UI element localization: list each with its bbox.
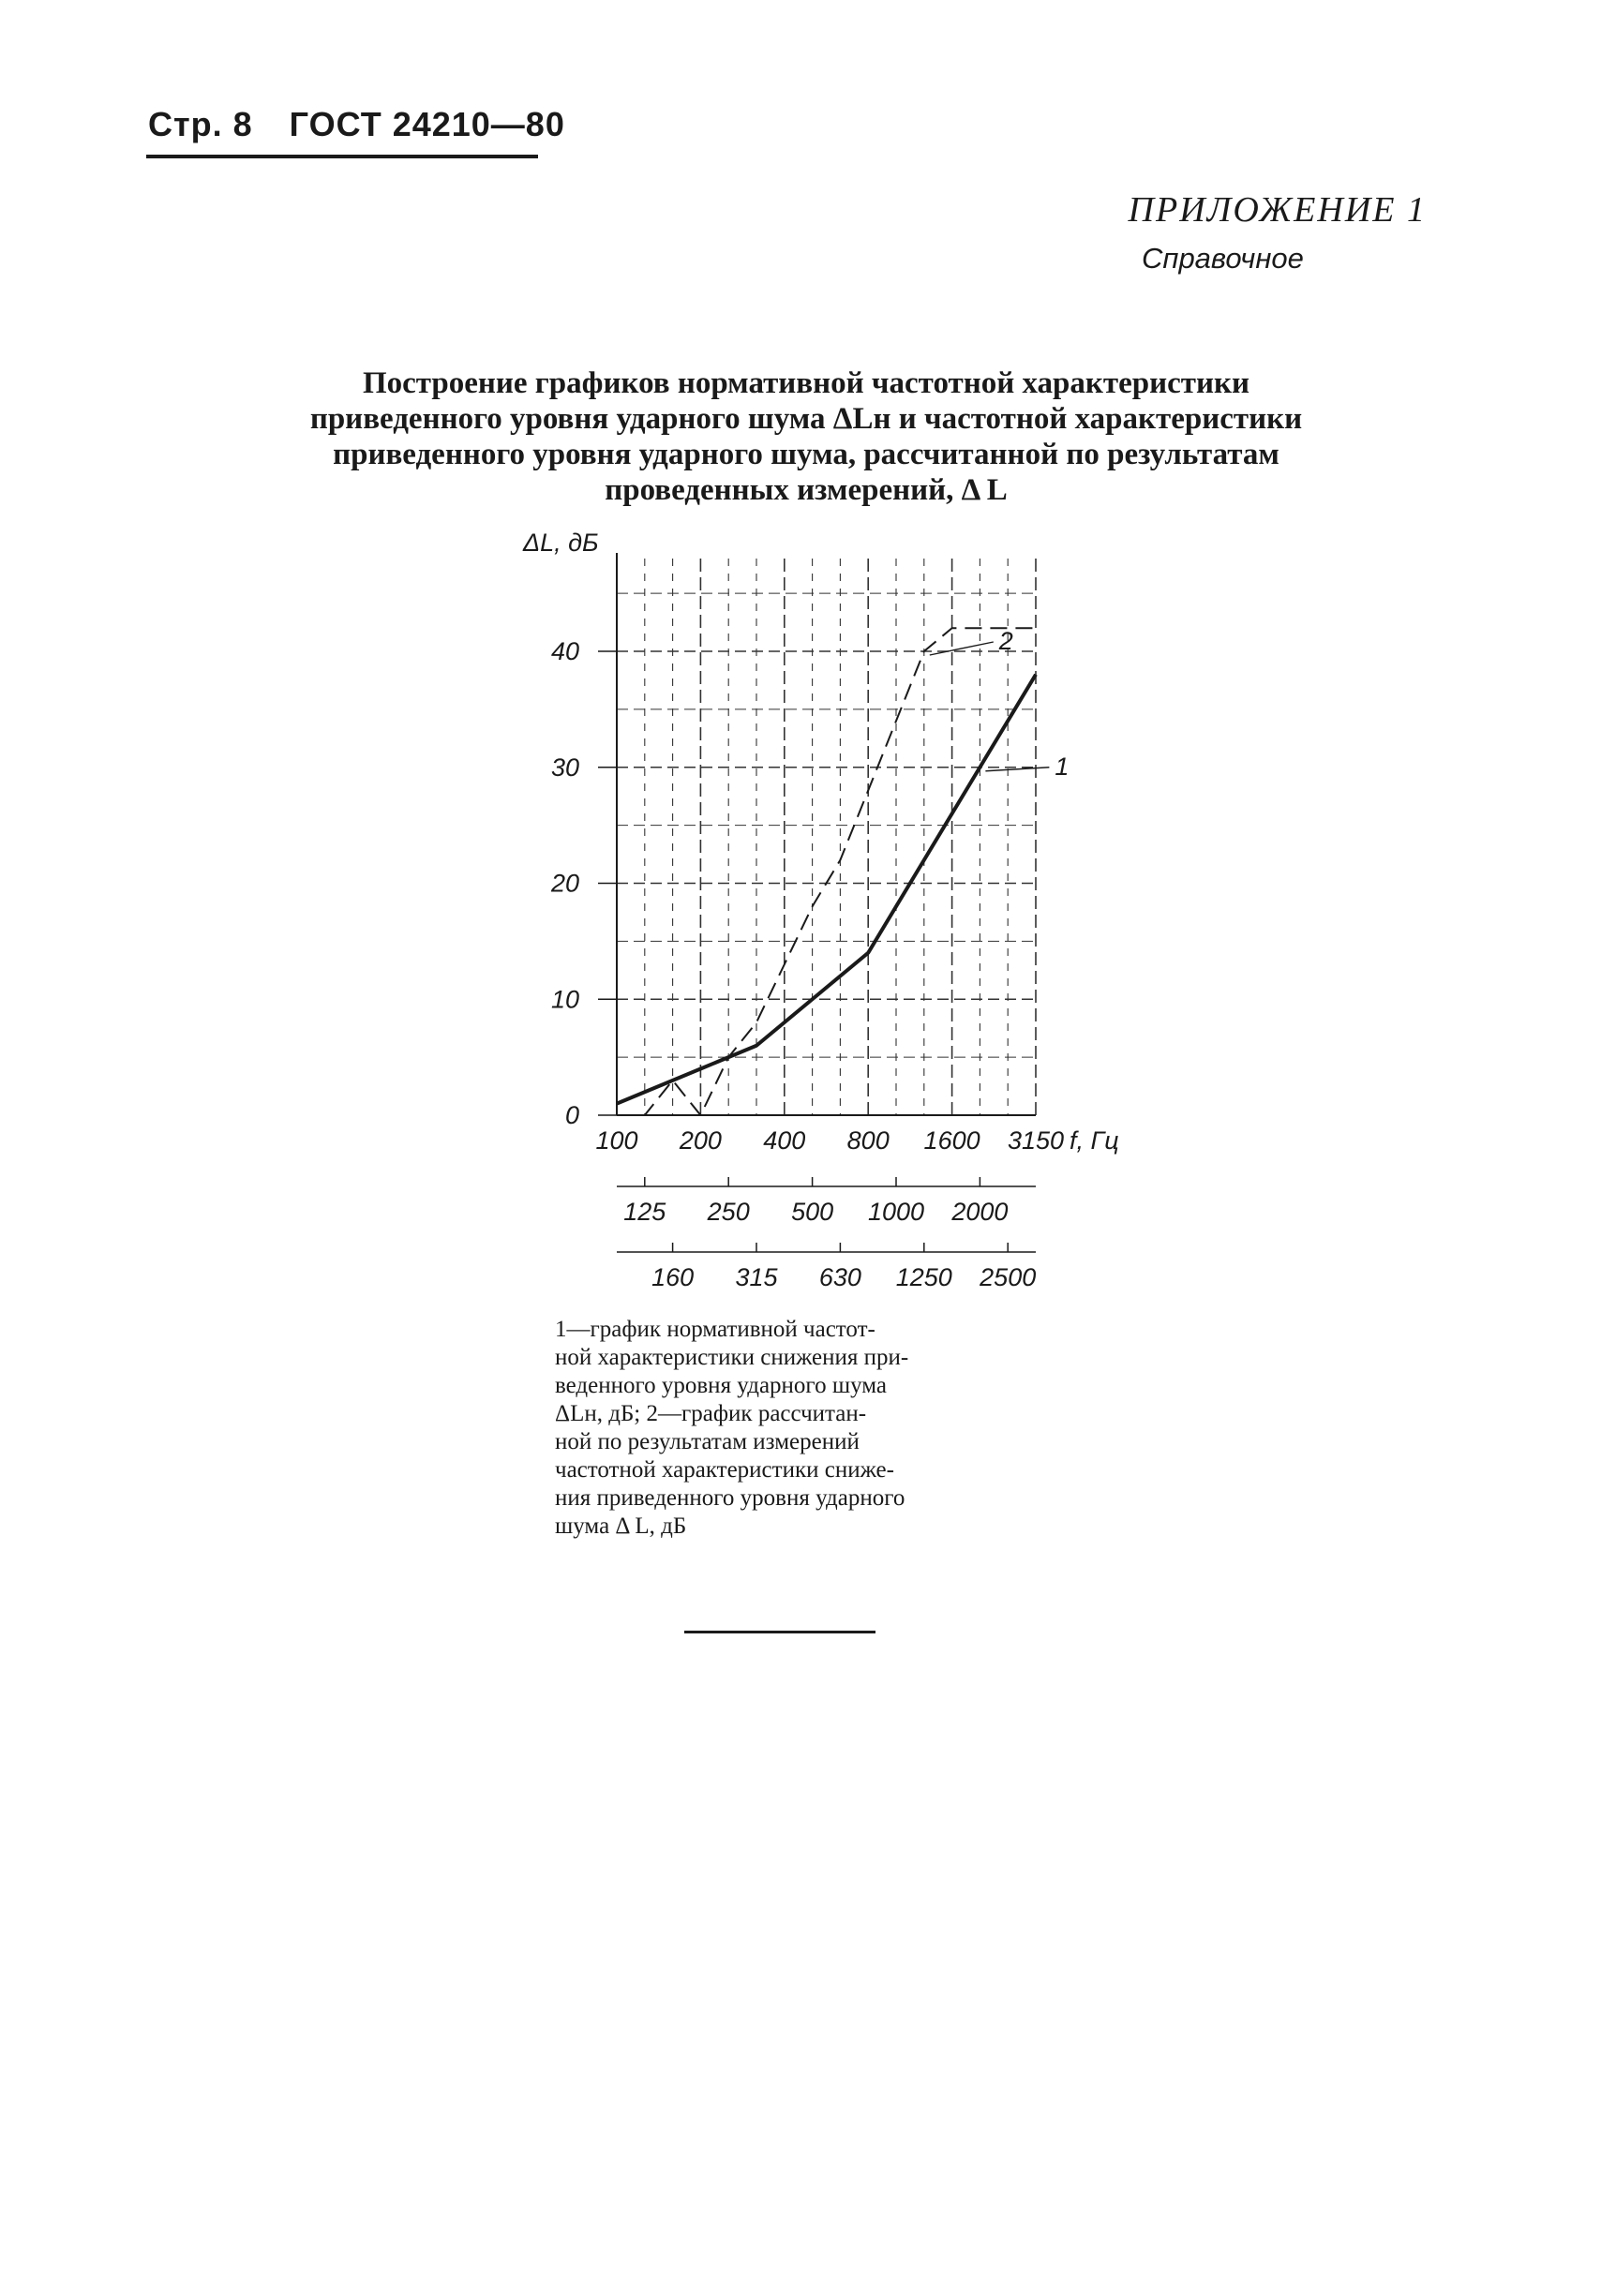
x-tick-label: 400 <box>763 1126 806 1155</box>
series-label: 2 <box>998 627 1013 655</box>
x-tick-label: 315 <box>735 1263 778 1291</box>
caption-line: шума Δ L, дБ <box>555 1513 687 1539</box>
x-tick-label: 250 <box>707 1198 750 1226</box>
end-rule <box>684 1631 875 1633</box>
x-tick-label: 500 <box>791 1198 834 1226</box>
x-tick-label: 800 <box>846 1126 890 1155</box>
caption-line: ной по результатам измерений <box>555 1429 860 1454</box>
x-tick-label: 2000 <box>951 1198 1009 1226</box>
caption-line: 1—график нормативной частот- <box>555 1317 875 1342</box>
series-2-line <box>617 628 1036 1115</box>
caption-line: веденного уровня ударного шума <box>555 1373 887 1398</box>
x-tick-label: 2500 <box>980 1263 1037 1291</box>
y-tick-label: 40 <box>550 637 579 665</box>
appendix-type: Справочное <box>1142 242 1304 275</box>
x-axis-label: f, Гц <box>1070 1126 1119 1155</box>
caption-line: ΔLн, дБ; 2—график рассчитан- <box>555 1401 867 1426</box>
y-tick-label: 20 <box>550 869 579 898</box>
series-1-line <box>617 675 1036 1104</box>
figure-caption <box>555 1316 1038 1541</box>
caption-line: ния приведенного уровня ударного <box>555 1485 905 1511</box>
standard-code: ГОСТ 24210—80 <box>289 105 565 143</box>
x-tick-label: 1000 <box>867 1198 925 1226</box>
x-tick-label: 3150 <box>1007 1126 1065 1155</box>
x-tick-label: 100 <box>595 1126 638 1155</box>
series-label: 1 <box>1055 752 1070 781</box>
y-tick-label: 0 <box>564 1101 579 1129</box>
y-tick-label: 30 <box>550 753 579 782</box>
x-tick-label: 125 <box>623 1198 666 1226</box>
caption-line: ной характеристики снижения при- <box>555 1345 909 1370</box>
title-line: приведенного уровня ударного шума ΔLн и частотной характеристики <box>309 402 1303 436</box>
title-line: Построение графиков нормативной частотной характеристики <box>362 366 1250 400</box>
title-line: приведенного уровня ударного шума, рассчитанной по результатам <box>333 438 1279 471</box>
series-label-leader <box>930 642 994 655</box>
x-tick-label: 200 <box>679 1126 722 1155</box>
y-tick-label: 10 <box>550 985 579 1014</box>
x-tick-label: 630 <box>818 1263 861 1291</box>
x-tick-label: 160 <box>651 1263 695 1291</box>
page-number: Стр. 8 <box>148 105 253 143</box>
caption-line: частотной характеристики сниже- <box>555 1457 894 1483</box>
x-tick-label: 1600 <box>923 1126 980 1155</box>
appendix-title: ПРИЛОЖЕНИЕ 1 <box>1128 190 1427 230</box>
y-axis-label: ΔL, дБ <box>523 529 599 557</box>
title-line: проведенных измерений, Δ L <box>605 473 1008 507</box>
x-tick-label: 1250 <box>895 1263 952 1291</box>
